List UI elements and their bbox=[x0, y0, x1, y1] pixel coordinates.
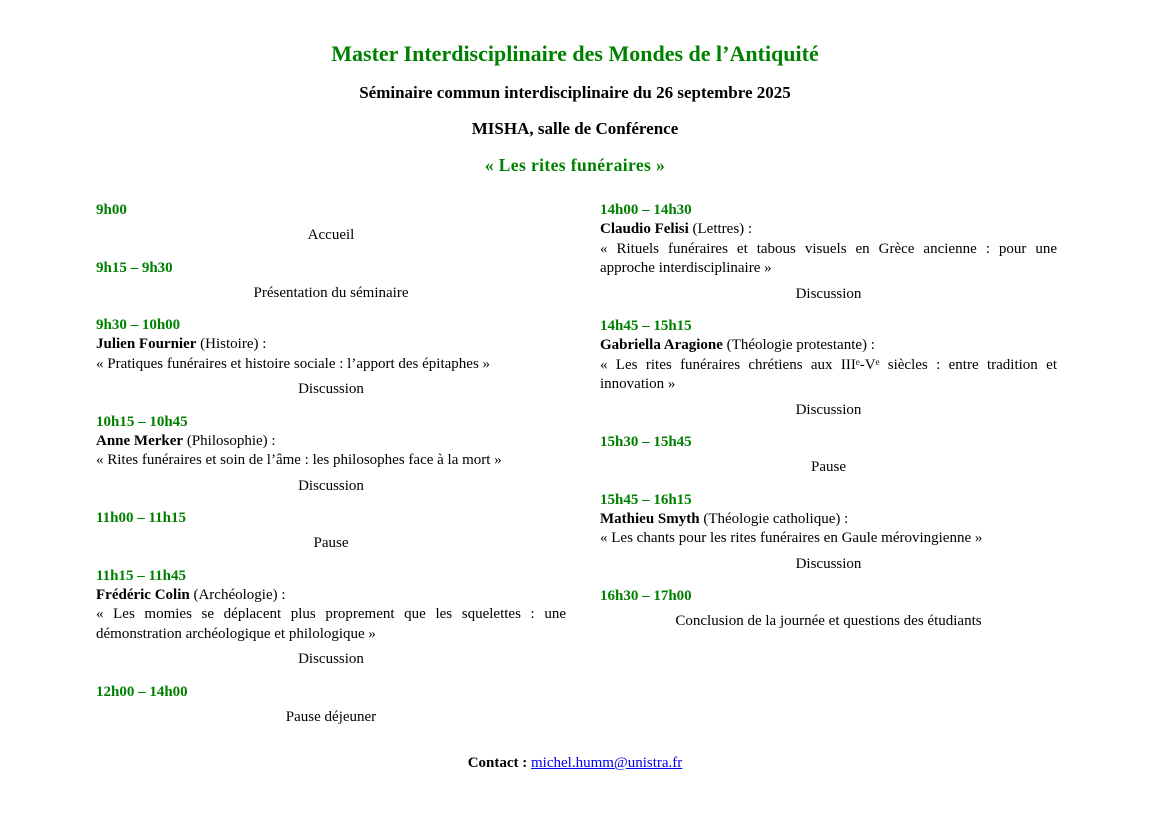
session-speaker-line bbox=[600, 510, 1057, 530]
speaker-name: Gabriella Aragione bbox=[600, 337, 723, 353]
speaker-affiliation: (Théologie catholique) : bbox=[703, 510, 849, 527]
morning-schedule-column bbox=[96, 201, 566, 740]
session-time: 14h00 – 14h30 bbox=[600, 202, 692, 218]
session-entry bbox=[600, 317, 1057, 420]
talk-title: « Rites funéraires et soin de l’âme : les philosophes face à la mort » bbox=[96, 452, 502, 468]
session-time: 12h00 – 14h00 bbox=[96, 683, 188, 700]
talk-title: « Les momies se déplacent plus proprement que les squelettes : une démonstration archéologique et philologique » bbox=[96, 606, 566, 642]
session-speaker-line bbox=[600, 220, 1057, 240]
session-time: 11h00 – 11h15 bbox=[96, 510, 187, 526]
speaker-affiliation: (Histoire) : bbox=[200, 336, 267, 352]
discussion-label: Discussion bbox=[795, 555, 862, 572]
session-entry bbox=[96, 683, 566, 728]
session-speaker-line bbox=[96, 586, 566, 606]
speaker-name: Julien Fournier bbox=[96, 336, 197, 352]
contact-email-link[interactable]: michel.humm@unistra.fr bbox=[531, 755, 683, 771]
discussion-label: Discussion bbox=[298, 381, 364, 397]
session-note: Pause bbox=[313, 535, 349, 551]
afternoon-schedule-column bbox=[600, 201, 1057, 740]
talk-title: « Les chants pour les rites funéraires en Gaule mérovingienne » bbox=[600, 530, 983, 546]
session-time: 15h30 – 15h45 bbox=[600, 434, 692, 450]
session-entry bbox=[96, 509, 566, 554]
session-time: 16h30 – 17h00 bbox=[600, 588, 692, 604]
session-entry bbox=[600, 587, 1057, 632]
session-entry bbox=[600, 201, 1057, 304]
speaker-name: Anne Merker bbox=[96, 432, 184, 449]
talk-title: « Rituels funéraires et tabous visuels en Grèce ancienne : pour une approche interdisciplinaire » bbox=[600, 240, 1057, 276]
session-speaker-line bbox=[600, 336, 1057, 356]
session-time: 9h00 bbox=[96, 202, 127, 218]
speaker-affiliation: (Archéologie) : bbox=[193, 586, 286, 603]
session-entry bbox=[96, 567, 566, 670]
discussion-label: Discussion bbox=[298, 477, 364, 494]
seminar-subtitle: Séminaire commun interdisciplinaire du 26 septembre 2025 bbox=[359, 83, 791, 102]
speaker-affiliation: (Lettres) : bbox=[692, 221, 753, 237]
session-time: 14h45 – 15h15 bbox=[600, 318, 692, 334]
session-entry bbox=[96, 259, 566, 304]
seminar-theme: « Les rites funéraires » bbox=[484, 155, 666, 175]
session-entry bbox=[600, 433, 1057, 478]
speaker-name: Frédéric Colin bbox=[96, 586, 190, 603]
document-header bbox=[0, 0, 1150, 176]
session-note: Accueil bbox=[307, 227, 355, 243]
session-note: Présentation du séminaire bbox=[253, 284, 409, 301]
session-speaker-line bbox=[96, 335, 566, 355]
session-time: 15h45 – 16h15 bbox=[600, 491, 692, 508]
talk-title: « Pratiques funéraires et histoire sociale : l’apport des épitaphes » bbox=[96, 355, 491, 372]
page-title: Master Interdisciplinaire des Mondes de l’Antiquité bbox=[331, 41, 819, 66]
talk-title: « Les rites funéraires chrétiens aux IIIᵉ-Vᵉ siècles : entre tradition et innovation » bbox=[600, 356, 1057, 392]
discussion-label: Discussion bbox=[298, 651, 364, 667]
session-time: 9h30 – 10h00 bbox=[96, 317, 181, 333]
session-entry bbox=[96, 201, 566, 246]
session-speaker-line bbox=[96, 432, 566, 452]
discussion-label: Discussion bbox=[795, 401, 862, 418]
session-note: Pause bbox=[811, 459, 846, 475]
speaker-name: Claudio Felisi bbox=[600, 221, 689, 237]
session-entry bbox=[600, 491, 1057, 575]
seminar-location: MISHA, salle de Conférence bbox=[471, 119, 679, 138]
speaker-affiliation: (Théologie protestante) : bbox=[726, 337, 875, 353]
session-note: Conclusion de la journée et questions des étudiants bbox=[675, 613, 982, 629]
discussion-label: Discussion bbox=[795, 285, 862, 302]
document-footer bbox=[0, 755, 1150, 772]
speaker-name: Mathieu Smyth bbox=[600, 510, 700, 527]
session-entry bbox=[96, 316, 566, 400]
session-time: 10h15 – 10h45 bbox=[96, 413, 188, 430]
session-note: Pause déjeuner bbox=[285, 708, 377, 725]
contact-label: Contact : bbox=[467, 755, 528, 771]
session-time: 11h15 – 11h45 bbox=[96, 567, 187, 584]
speaker-affiliation: (Philosophie) : bbox=[186, 432, 276, 449]
session-time: 9h15 – 9h30 bbox=[96, 259, 173, 276]
session-entry bbox=[96, 413, 566, 497]
schedule bbox=[0, 201, 1150, 740]
